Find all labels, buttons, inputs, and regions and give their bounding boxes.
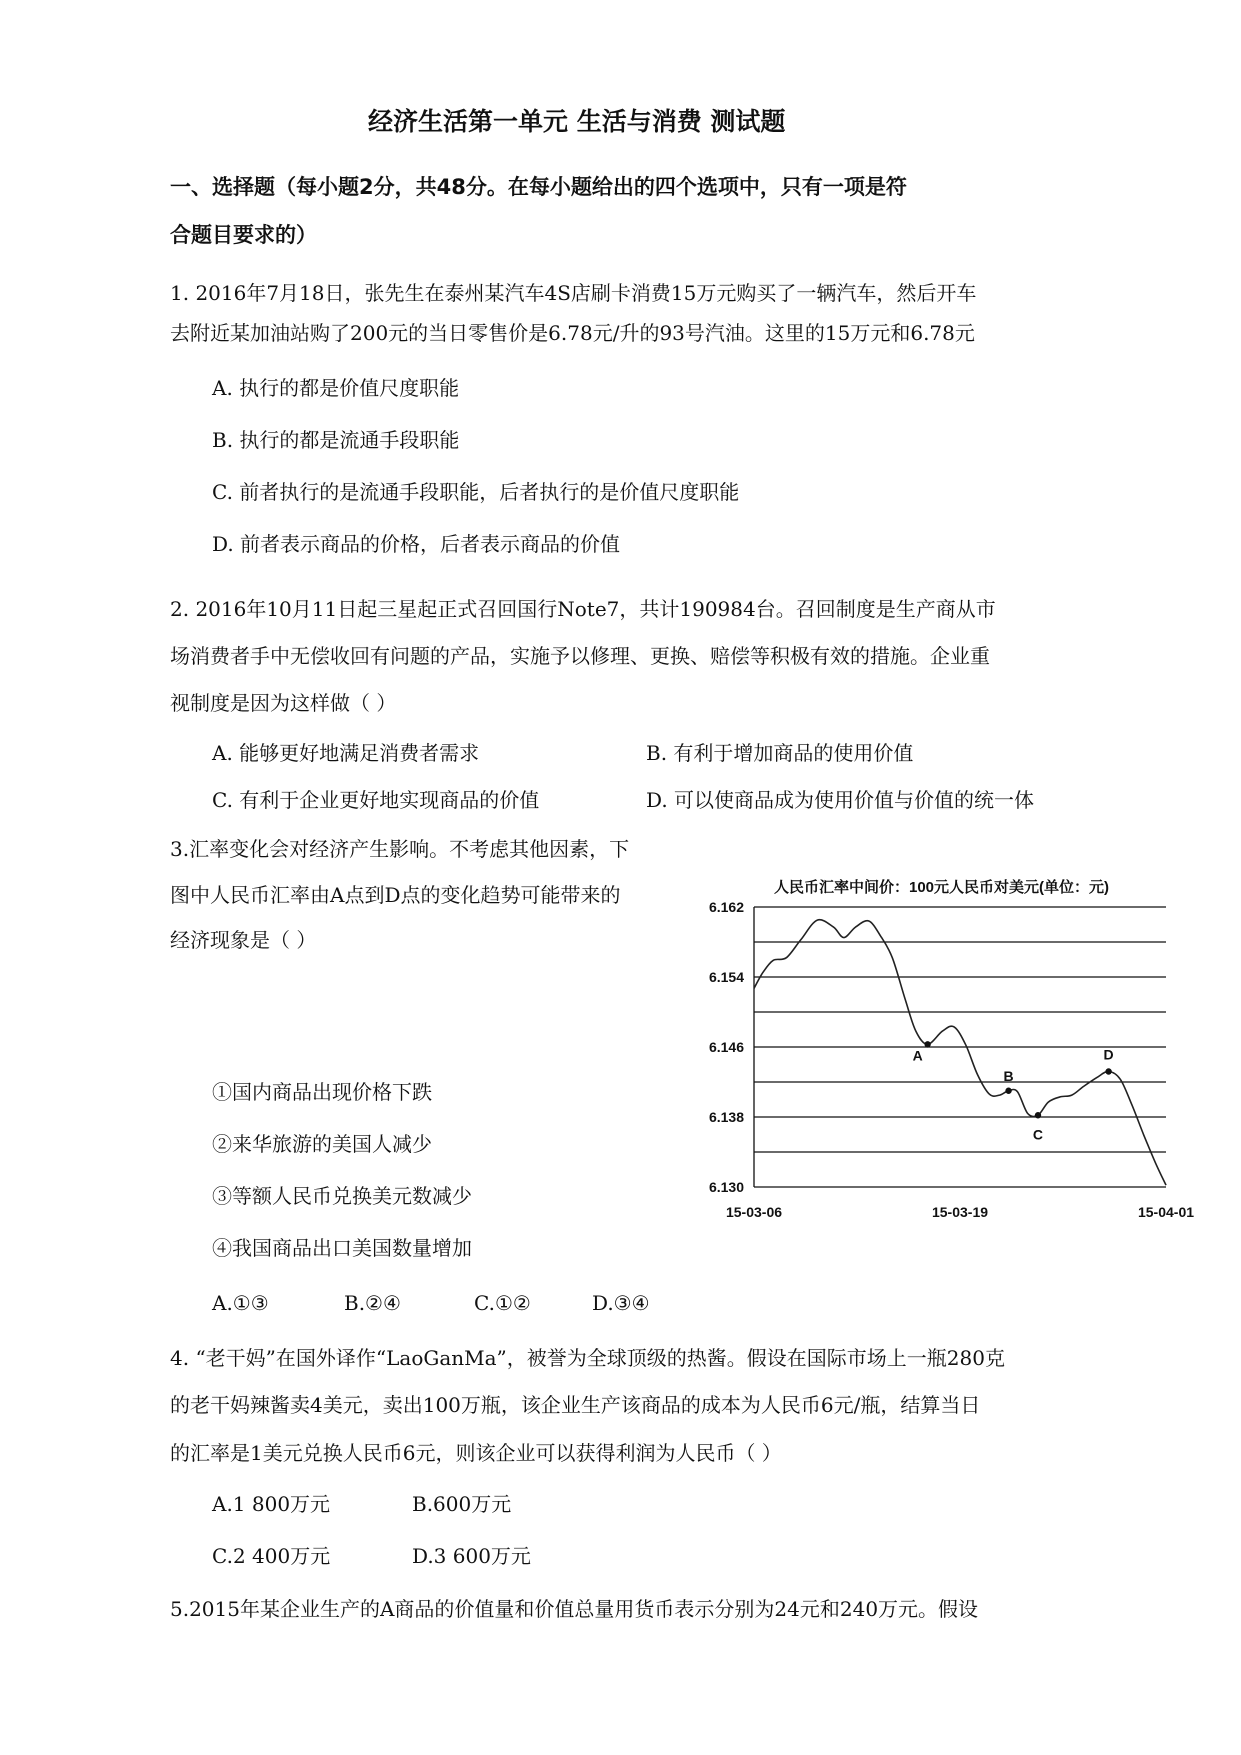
q3-item-3: ③等额人民币兑换美元数减少 (212, 1184, 472, 1208)
q2-option-a: A. 能够更好地满足消费者需求 (212, 741, 480, 765)
chart-x-tick-labels (726, 1204, 1194, 1220)
chart-y-tick-label: 6.154 (708, 969, 744, 985)
section-heading-line2: 合题目要求的） (170, 223, 317, 247)
q4-stem-line1: 4. “老干妈”在国外译作“LaoGanMa”，被誉为全球顶级的热酱。假设在国际市场上一瓶280克 (170, 1346, 1005, 1370)
chart-x-tick-label: 15-03-06 (725, 1204, 783, 1220)
chart-x-tick-label: 15-04-01 (1137, 1204, 1195, 1220)
q3-item-4: ④我国商品出口美国数量增加 (212, 1236, 472, 1260)
q4-option-d: D.3 600万元 (412, 1544, 531, 1568)
chart-point-label-d: D (1103, 1046, 1114, 1063)
q4-stem-line2: 的老干妈辣酱卖4美元，卖出100万瓶，该企业生产该商品的成本为人民币6元/瓶，结算当日 (170, 1393, 981, 1417)
q1-stem-line2: 去附近某加油站购了200元的当日零售价是6.78元/升的93号汽油。这里的15万元和6.78元 (170, 321, 975, 345)
q3-answer-d: D.③④ (592, 1291, 650, 1315)
q3-answer-b: B.②④ (344, 1291, 401, 1315)
q1-option-c: C. 前者执行的是流通手段职能，后者执行的是价值尺度职能 (212, 480, 740, 504)
chart-y-tick-label: 6.146 (708, 1039, 744, 1055)
q3-answer-a: A.①③ (212, 1291, 269, 1315)
chart-point-label-a: A (912, 1047, 923, 1064)
q1-option-d: D. 前者表示商品的价格，后者表示商品的价值 (212, 532, 621, 556)
chart-title: 人民币汇率中间价：100元人民币对美元(单位：元) (774, 879, 1110, 896)
chart-point-d (1105, 1068, 1111, 1074)
q2-option-c: C. 有利于企业更好地实现商品的价值 (212, 788, 540, 812)
chart-y-tick-label: 6.138 (708, 1109, 744, 1125)
chart-point-a (924, 1041, 930, 1047)
q4-option-b: B.600万元 (412, 1492, 512, 1516)
q3-item-1: ①国内商品出现价格下跌 (212, 1080, 432, 1104)
q2-stem-line2: 场消费者手中无偿收回有问题的产品，实施予以修理、更换、赔偿等积极有效的措施。企业重 (170, 644, 990, 668)
chart-point-markers (913, 1041, 1114, 1142)
q2-option-b: B. 有利于增加商品的使用价值 (646, 741, 914, 765)
chart-point-label-b: B (1003, 1067, 1014, 1084)
chart-y-tick-labels (709, 899, 744, 1195)
q2-stem-line3: 视制度是因为这样做（ ） (170, 691, 397, 715)
q3-stem-line3: 经济现象是（ ） (170, 928, 317, 952)
section-heading-line1: 一、选择题（每小题2分，共48分。在每小题给出的四个选项中，只有一项是符 (170, 175, 907, 199)
q2-stem-line1: 2. 2016年10月11日起三星起正式召回国行Note7，共计190984台。召回制度是生产商从市 (170, 597, 996, 621)
chart-x-tick-label: 15-03-19 (931, 1204, 989, 1220)
q1-stem-line1: 1. 2016年7月18日，张先生在泰州某汽车4S店刷卡消费15万元购买了一辆汽车，然后开车 (170, 281, 977, 305)
chart-point-b (1005, 1088, 1011, 1094)
chart-y-tick-label: 6.162 (708, 899, 744, 915)
q2-option-d: D. 可以使商品成为使用价值与价值的统一体 (646, 788, 1035, 812)
q3-answer-c: C.①② (474, 1291, 531, 1315)
q3-stem-line2: 图中人民币汇率由A点到D点的变化趋势可能带来的 (170, 883, 621, 907)
q4-option-a: A.1 800万元 (212, 1492, 331, 1516)
page-title: 经济生活第一单元 生活与消费 测试题 (368, 107, 786, 136)
q3-item-2: ②来华旅游的美国人减少 (212, 1132, 432, 1156)
exchange-rate-chart (690, 860, 1195, 1240)
chart-point-label-c: C (1032, 1126, 1044, 1143)
q3-stem-line1: 3.汇率变化会对经济产生影响。不考虑其他因素，下 (170, 837, 630, 861)
chart-y-tick-label: 6.130 (708, 1179, 744, 1195)
q1-option-b: B. 执行的都是流通手段职能 (212, 428, 460, 452)
q1-option-a: A. 执行的都是价值尺度职能 (212, 376, 460, 400)
chart-point-c (1035, 1112, 1041, 1118)
q5-stem-line1: 5.2015年某企业生产的A商品的价值量和价值总量用货币表示分别为24元和240万元。假设 (170, 1597, 979, 1621)
q4-option-c: C.2 400万元 (212, 1544, 331, 1568)
q4-stem-line3: 的汇率是1美元兑换人民币6元，则该企业可以获得利润为人民币（ ） (170, 1441, 782, 1465)
